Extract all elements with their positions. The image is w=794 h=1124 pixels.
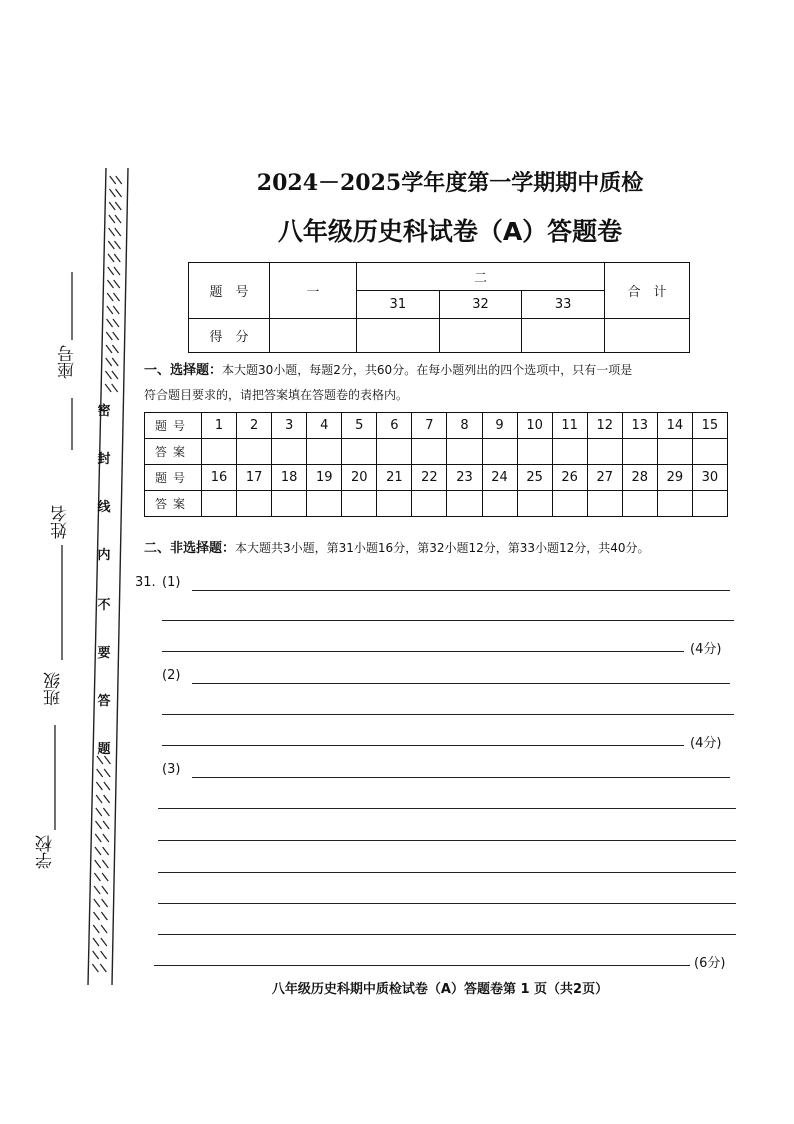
question-number-cell: 26	[552, 465, 587, 491]
answer-cell[interactable]	[202, 439, 237, 465]
score-cell[interactable]	[439, 319, 522, 353]
answer-cell[interactable]	[202, 491, 237, 517]
seat-label: 座号	[58, 345, 78, 379]
binding-line-art	[0, 0, 140, 1124]
question-number-cell: 25	[517, 465, 552, 491]
question-number-cell: 5	[342, 413, 377, 439]
question-number-cell: 3	[272, 413, 307, 439]
answer-line[interactable]	[158, 903, 736, 904]
answer-cell[interactable]	[482, 439, 517, 465]
answer-sheet-title: 八年级历史科试卷（A）答题卷	[277, 217, 623, 246]
section1-instruction	[144, 358, 744, 407]
answer-row	[145, 439, 728, 465]
score-cell[interactable]	[270, 319, 357, 353]
name-label: 姓名	[51, 505, 71, 539]
question-number-cell: 23	[447, 465, 482, 491]
section1-text-2: 符合题目要求的，请把答案填在答题卷的表格内。	[144, 388, 409, 402]
answer-cell[interactable]	[377, 439, 412, 465]
page-footer: 八年级历史科期中质检试卷（A）答题卷第 1 页（共2页）	[271, 982, 609, 997]
answer-cell[interactable]	[657, 491, 692, 517]
class-label: 班级	[44, 672, 64, 706]
section1-heading: 一、选择题：	[144, 363, 223, 378]
answer-line[interactable]	[154, 965, 690, 966]
answer-cell[interactable]	[482, 491, 517, 517]
section2-heading: 二、非选择题：	[144, 541, 236, 556]
seal-char: 密	[97, 404, 111, 419]
answer-row	[145, 491, 728, 517]
part-1-points: (4分)	[690, 642, 722, 657]
answer-line[interactable]	[158, 934, 736, 935]
seal-char: 题	[97, 742, 111, 757]
question-number-cell: 7	[412, 413, 447, 439]
question-number-cell: 11	[552, 413, 587, 439]
answer-line[interactable]	[192, 777, 730, 778]
answer-cell[interactable]	[272, 439, 307, 465]
seal-char: 内	[97, 548, 111, 563]
answer-label: 答案	[145, 491, 202, 517]
question-number-cell: 13	[622, 413, 657, 439]
sub-question-header: 33	[522, 291, 605, 319]
question-no-label: 题号	[145, 413, 202, 439]
seal-char: 不	[97, 598, 111, 613]
question-number-cell: 15	[692, 413, 727, 439]
answer-line[interactable]	[162, 714, 734, 715]
part-2-points: (4分)	[690, 736, 722, 751]
answer-cell[interactable]	[342, 491, 377, 517]
total-header: 合 计	[605, 263, 690, 319]
sub-question-header: 32	[439, 291, 522, 319]
answer-line[interactable]	[158, 840, 736, 841]
part-3-points: (6分)	[694, 956, 726, 971]
section1-text: 本大题30小题，每题2分，共60分。在每小题列出的四个选项中，只有一项是	[222, 363, 633, 377]
question-number-cell: 30	[692, 465, 727, 491]
question-number-cell: 29	[657, 465, 692, 491]
answer-cell[interactable]	[692, 439, 727, 465]
question-number-cell: 17	[237, 465, 272, 491]
answer-cell[interactable]	[377, 491, 412, 517]
school-label: 学校	[36, 835, 56, 869]
answer-line[interactable]	[162, 620, 734, 621]
question-number-cell: 27	[587, 465, 622, 491]
section2-text: 本大题共3小题，第31小题16分，第32小题12分，第33小题12分，共40分。	[235, 541, 650, 555]
question-number-cell: 1	[202, 413, 237, 439]
question-number-cell: 20	[342, 465, 377, 491]
question-number-row	[145, 465, 728, 491]
question-number-cell: 18	[272, 465, 307, 491]
seal-char: 答	[97, 694, 111, 709]
answer-cell[interactable]	[412, 491, 447, 517]
seal-char: 封	[97, 452, 111, 467]
question-number-cell: 10	[517, 413, 552, 439]
question-no-label: 题号	[145, 465, 202, 491]
answer-line[interactable]	[158, 872, 736, 873]
answer-line[interactable]	[192, 683, 730, 684]
score-table	[188, 262, 690, 353]
answer-cell[interactable]	[412, 439, 447, 465]
question-number-cell: 9	[482, 413, 517, 439]
part-1-label: (1)	[162, 575, 181, 590]
answer-line[interactable]	[158, 808, 736, 809]
answer-cell[interactable]	[272, 491, 307, 517]
question-no-header: 题 号	[189, 263, 270, 319]
question-number-cell: 21	[377, 465, 412, 491]
answer-cell[interactable]	[307, 491, 342, 517]
answer-cell[interactable]	[447, 439, 482, 465]
answer-cell[interactable]	[237, 439, 272, 465]
score-cell[interactable]	[605, 319, 690, 353]
answer-cell[interactable]	[517, 491, 552, 517]
question-number-row	[145, 413, 728, 439]
seal-char: 要	[97, 646, 111, 661]
seal-char: 线	[97, 500, 111, 515]
answer-label: 答案	[145, 439, 202, 465]
answer-cell[interactable]	[587, 491, 622, 517]
answer-cell[interactable]	[622, 439, 657, 465]
question-number-cell: 14	[657, 413, 692, 439]
question-number-cell: 2	[237, 413, 272, 439]
score-cell[interactable]	[357, 319, 440, 353]
answer-line[interactable]	[192, 590, 730, 591]
part-3-label: (3)	[162, 762, 181, 777]
question-number-cell: 22	[412, 465, 447, 491]
question-number-cell: 6	[377, 413, 412, 439]
question-number-cell: 8	[447, 413, 482, 439]
exam-title: 2024－2025学年度第一学期期中质检	[256, 170, 644, 196]
answer-cell[interactable]	[342, 439, 377, 465]
question-number-cell: 24	[482, 465, 517, 491]
answer-cell[interactable]	[587, 439, 622, 465]
section-one-header: 一	[270, 263, 357, 319]
answer-cell[interactable]	[517, 439, 552, 465]
section-two-header: 二	[357, 263, 605, 291]
answer-cell[interactable]	[552, 491, 587, 517]
answer-cell[interactable]	[307, 439, 342, 465]
answer-line[interactable]	[162, 651, 684, 652]
question-number-cell: 19	[307, 465, 342, 491]
answer-cell[interactable]	[447, 491, 482, 517]
answer-table	[144, 412, 728, 517]
answer-line[interactable]	[162, 745, 684, 746]
answer-cell[interactable]	[692, 491, 727, 517]
question-number-cell: 4	[307, 413, 342, 439]
part-2-label: (2)	[162, 668, 181, 683]
section2-instruction	[144, 536, 754, 561]
answer-cell[interactable]	[657, 439, 692, 465]
score-cell[interactable]	[522, 319, 605, 353]
answer-cell[interactable]	[552, 439, 587, 465]
answer-cell[interactable]	[622, 491, 657, 517]
question-number-cell: 12	[587, 413, 622, 439]
score-label: 得 分	[189, 319, 270, 353]
sub-question-header: 31	[357, 291, 440, 319]
question-number-cell: 16	[202, 465, 237, 491]
question-31-number: 31.	[135, 575, 156, 590]
question-number-cell: 28	[622, 465, 657, 491]
answer-cell[interactable]	[237, 491, 272, 517]
